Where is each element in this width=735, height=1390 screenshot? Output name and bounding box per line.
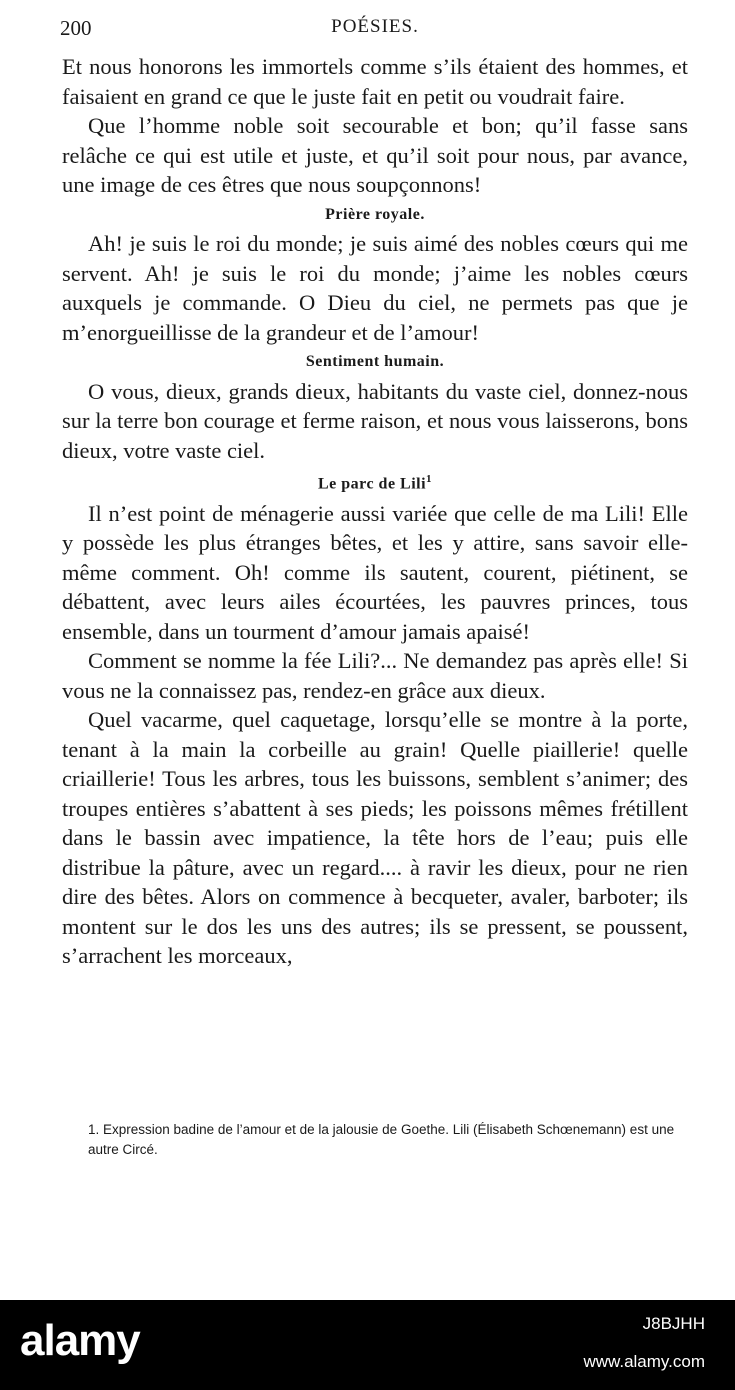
page-body [62,52,688,971]
section-heading [62,465,688,499]
paragraph: Et nous honorons les immortels comme s’ils étaient des hommes, et faisaient en grand ce que le juste fait en petit ou voudrait faire. [62,54,688,109]
page-number: 200 [60,16,92,40]
section-heading: Sentiment humain. [305,353,445,370]
paragraph: O vous, dieux, grands dieux, habitants du vaste ciel, donnez-nous sur la terre bon courage et ferme raison, et nous vous laisserons, bons dieux, votre vaste ciel. [62,378,688,463]
site-url: www.alamy.com [583,1352,705,1371]
section-heading: Prière royale. [325,205,425,223]
footnote: 1. Expression badine de l’amour et de la jalousie de Goethe. Lili (Élisabeth Schœnemann) est une autre Circé. [88,1122,675,1157]
paragraph: Que l’homme noble soit secourable et bon; qu’il fasse sans relâche ce qui est utile et juste, et qu’il soit pour nous, par avance, une image de ces êtres que nous soupçonnons! [62,113,688,197]
section-heading-text: Le parc de Lili [317,475,427,493]
image-id: J8BJHH [642,1314,705,1333]
paragraph: Comment se nomme la fée Lili?... Ne demandez pas après elle! Si vous ne la connaissez pas, rendez-en grâce aux dieux. [62,648,688,703]
paragraph: Quel vacarme, quel caquetage, lorsqu’elle se montre à la porte, tenant à la main la corbeille au grain! Quelle piaillerie! quelle criaillerie! Tous les arbres, tous les buissons, semblent s’animer; des troupes entières s’abattent à ses pieds; les poissons mêmes frétillent dans le bassin avec impatience, la tête hors de l’eau; puis elle distribue la pâture, avec un regard.... à ravir les dieux, pour ne rien dire des bêtes. Alors on commence à becqueter, avaler, barboter; ils montent sur le dos les uns des autres; ils se pressent, se poussent, s’arrachent les morceaux, [62,707,688,969]
brand-logo: alamy [20,1316,140,1365]
page-header [60,16,690,46]
footnote-marker: 1 [426,473,433,485]
paragraph: Il n’est point de ménagerie aussi variée que celle de ma Lili! Elle y possède les plus étranges bêtes, et les y attire, sans savoir elle-même comment. Oh! comme ils sautent, courent, piétinent, se débattent, avec leurs ailes écourtées, les pauvres princes, tous ensemble, dans un tourment d’amour jamais apaisé! [62,500,688,644]
running-title: POÉSIES. [331,16,419,37]
paragraph: Ah! je suis le roi du monde; je suis aimé des nobles cœurs qui me servent. Ah! je suis le roi du monde; j’aime les nobles cœurs auxquels je commande. O Dieu du ciel, ne permets pas que je m’enorgueillisse de la grandeur et de l’amour! [62,231,688,345]
watermark-banner [0,1300,735,1390]
